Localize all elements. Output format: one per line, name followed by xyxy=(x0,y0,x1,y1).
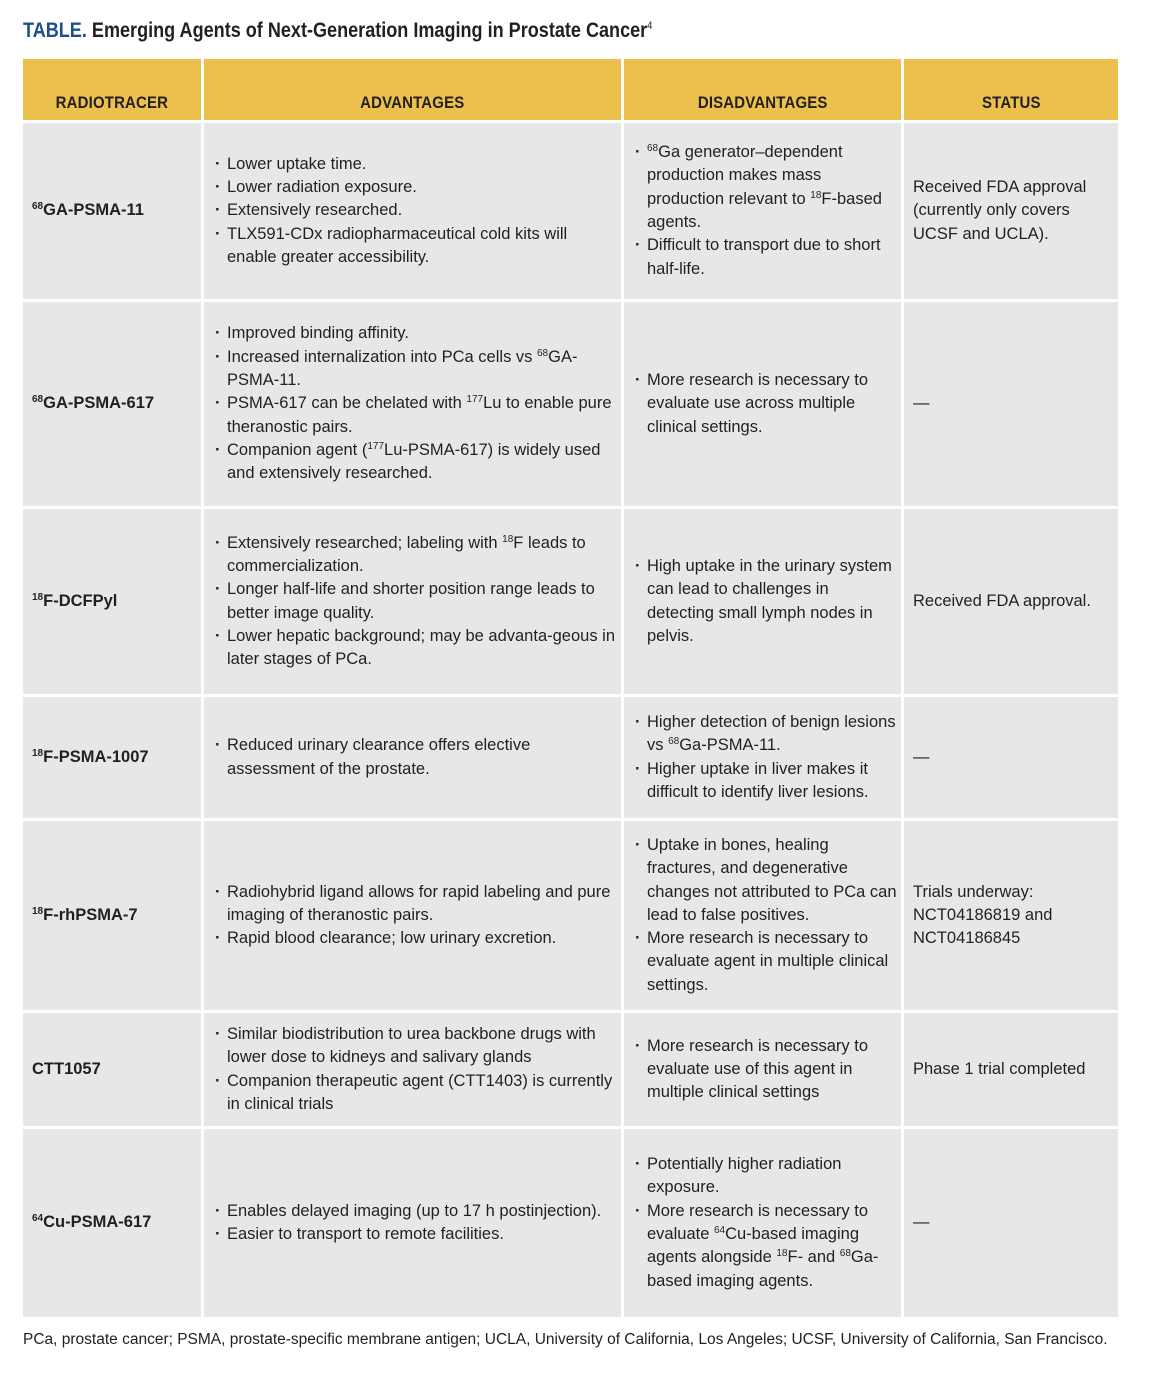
status-cell xyxy=(904,1129,1118,1317)
list-item xyxy=(215,532,617,579)
list-item xyxy=(215,199,617,222)
isotope-superscript: 68 xyxy=(32,201,44,213)
advantages-cell xyxy=(204,302,621,506)
table-title-text: Emerging Agents of Next-Generation Imaging in Prostate Cancer xyxy=(91,19,648,42)
radiotracer-name: CTT1057 xyxy=(32,1059,101,1078)
advantages-cell xyxy=(204,509,621,694)
list-item xyxy=(215,1223,617,1246)
disadvantages-list xyxy=(635,369,897,439)
isotope-superscript: 18 xyxy=(32,905,44,917)
bullet-text: Radiohybrid ligand allows for rapid labeling and pure imaging of theranostic pairs. xyxy=(227,882,611,924)
advantages-list xyxy=(215,322,617,485)
radiotracer-table xyxy=(20,56,1121,1320)
status-text: Trials underway: NCT04186819 and NCT04186845 xyxy=(913,882,1053,948)
status-cell xyxy=(904,697,1118,818)
table-title-label: TABLE. xyxy=(23,19,87,42)
disadvantages-cell xyxy=(624,1013,901,1126)
bullet-text: Ga-based imaging agents. xyxy=(647,1248,879,1290)
list-item xyxy=(635,927,897,997)
isotope-superscript: 18 xyxy=(32,591,44,603)
list-item xyxy=(215,881,617,928)
advantages-list xyxy=(215,1023,617,1116)
isotope-superscript: 64 xyxy=(32,1213,44,1225)
list-item xyxy=(635,369,897,439)
status-cell xyxy=(904,509,1118,694)
status-text: — xyxy=(913,394,930,413)
status-cell xyxy=(904,302,1118,506)
bullet-text: Potentially higher radiation exposure. xyxy=(647,1155,842,1197)
list-item xyxy=(215,322,617,345)
bullet-text: F leads to commercialization. xyxy=(227,533,586,575)
advantages-list xyxy=(215,532,617,672)
list-item xyxy=(215,578,617,625)
list-item xyxy=(215,346,617,393)
list-item xyxy=(215,734,617,781)
superscript: 18 xyxy=(502,533,514,545)
advantages-cell xyxy=(204,123,621,299)
bullet-text: Cu-based imaging agents alongside xyxy=(647,1225,860,1267)
list-item xyxy=(635,234,897,281)
bullet-text: Uptake in bones, healing fractures, and degenerative changes not attributed to PCa can lead to false positives. xyxy=(647,835,897,924)
list-item xyxy=(215,392,617,439)
bullet-text: TLX591-CDx radiopharmaceutical cold kits will enable greater accessibility. xyxy=(227,224,568,266)
bullet-text: Enables delayed imaging (up to 17 h postinjection). xyxy=(227,1201,602,1220)
superscript: 18 xyxy=(776,1248,788,1260)
header-advantages: ADVANTAGES xyxy=(204,59,621,120)
list-item xyxy=(215,223,617,270)
bullet-text: Lu to enable pure theranostic pairs. xyxy=(227,394,612,436)
bullet-text: Improved binding affinity. xyxy=(227,324,409,343)
bullet-text: More research is necessary to evaluate use of this agent in multiple clinical settings xyxy=(647,1036,869,1102)
list-item xyxy=(635,1200,897,1293)
advantages-list xyxy=(215,153,617,269)
advantages-cell xyxy=(204,697,621,818)
radiotracer-cell xyxy=(23,1129,201,1317)
status-text: Received FDA approval. xyxy=(913,591,1091,610)
advantages-list xyxy=(215,1200,617,1247)
table-title-reference: 4 xyxy=(647,20,653,32)
table-footnote: PCa, prostate cancer; PSMA, prostate-specific membrane antigen; UCLA, University of California, Los Angeles; UCSF, University of California, San Francisco. xyxy=(23,1331,1108,1348)
list-item xyxy=(635,141,897,234)
status-cell xyxy=(904,821,1118,1010)
disadvantages-cell xyxy=(624,302,901,506)
radiotracer-name: GA-PSMA-617 xyxy=(43,394,155,413)
disadvantages-list xyxy=(635,1035,897,1105)
bullet-text: High uptake in the urinary system can lead to challenges in detecting small lymph nodes in pelvis. xyxy=(647,556,892,645)
radiotracer-name: GA-PSMA-11 xyxy=(43,201,144,220)
bullet-text: Companion therapeutic agent (CTT1403) is currently in clinical trials xyxy=(227,1071,613,1113)
table-row xyxy=(23,302,1118,506)
list-item xyxy=(635,555,897,648)
bullet-text: Higher detection of benign lesions vs xyxy=(647,712,896,755)
bullet-text: Lower radiation exposure. xyxy=(227,178,417,197)
disadvantages-list xyxy=(635,1153,897,1293)
list-item xyxy=(635,758,897,805)
bullet-text: Ga generator–dependent production makes mass production relevant to xyxy=(647,143,843,208)
bullet-text: More research is necessary to evaluate xyxy=(647,1201,869,1243)
bullet-text: Similar biodistribution to urea backbone drugs with lower dose to kidneys and salivary glands xyxy=(227,1024,596,1067)
radiotracer-cell xyxy=(23,123,201,299)
superscript: 177 xyxy=(466,394,484,406)
bullet-text: F-based agents. xyxy=(647,189,882,231)
table-row xyxy=(23,123,1118,299)
header-disadvantages: DISADVANTAGES xyxy=(624,59,901,120)
status-cell xyxy=(904,123,1118,299)
list-item xyxy=(635,1153,897,1200)
disadvantages-list xyxy=(635,555,897,648)
superscript: 64 xyxy=(713,1225,726,1236)
bullet-text: Extensively researched; labeling with xyxy=(227,533,503,552)
list-item xyxy=(635,1035,897,1105)
advantages-cell xyxy=(204,1129,621,1317)
list-item xyxy=(215,176,617,199)
isotope-superscript: 68 xyxy=(32,394,44,406)
bullet-text: GA-PSMA-11. xyxy=(227,347,578,390)
radiotracer-cell xyxy=(23,697,201,818)
radiotracer-cell xyxy=(23,1013,201,1126)
status-text: — xyxy=(913,747,930,766)
radiotracer-name: F-rhPSMA-7 xyxy=(43,905,138,924)
superscript: 68 xyxy=(647,143,659,155)
disadvantages-cell xyxy=(624,123,901,299)
bullet-text: Lu-PSMA-617) is widely used and extensively researched. xyxy=(227,440,601,483)
bullet-text: More research is necessary to evaluate agent in multiple clinical settings. xyxy=(647,929,889,994)
radiotracer-cell xyxy=(23,302,201,506)
table-row xyxy=(23,509,1118,694)
bullet-text: Companion agent ( xyxy=(227,440,368,459)
bullet-text: Lower hepatic background; may be advanta-geous in later stages of PCa. xyxy=(227,626,615,669)
disadvantages-cell xyxy=(624,1129,901,1317)
disadvantages-list xyxy=(635,711,897,804)
status-cell xyxy=(904,1013,1118,1126)
bullet-text: F- and xyxy=(787,1248,840,1267)
list-item xyxy=(215,153,617,176)
status-text: Received FDA approval (currently only covers UCSF and UCLA). xyxy=(913,178,1087,243)
advantages-list xyxy=(215,881,617,951)
table-row xyxy=(23,1129,1118,1317)
bullet-text: Lower uptake time. xyxy=(227,154,367,173)
radiotracer-cell xyxy=(23,509,201,694)
radiotracer-name: Cu-PSMA-617 xyxy=(43,1213,152,1232)
disadvantages-cell xyxy=(624,697,901,818)
radiotracer-name: F-DCFPyl xyxy=(43,591,118,610)
disadvantages-cell xyxy=(624,509,901,694)
superscript: 68 xyxy=(668,736,680,748)
list-item xyxy=(215,1023,617,1070)
list-item xyxy=(635,834,897,927)
isotope-superscript: 18 xyxy=(32,747,44,759)
superscript: 177 xyxy=(367,440,385,452)
bullet-text: Rapid blood clearance; low urinary excretion. xyxy=(227,929,557,948)
header-status: STATUS xyxy=(904,59,1118,120)
bullet-text: More research is necessary to evaluate use across multiple clinical settings. xyxy=(647,371,869,436)
disadvantages-cell xyxy=(624,821,901,1010)
list-item xyxy=(635,711,897,758)
table-row xyxy=(23,697,1118,818)
bullet-text: Increased internalization into PCa cells vs xyxy=(227,347,537,366)
bullet-text: Easier to transport to remote facilities. xyxy=(227,1225,504,1243)
list-item xyxy=(215,1200,617,1223)
advantages-cell xyxy=(204,821,621,1010)
bullet-text: Ga-PSMA-11. xyxy=(679,736,781,755)
bullet-text: Higher uptake in liver makes it difficult to identify liver lesions. xyxy=(647,759,869,801)
status-text: Phase 1 trial completed xyxy=(913,1059,1086,1078)
header-radiotracer: RADIOTRACER xyxy=(23,59,201,120)
table-row xyxy=(23,821,1118,1010)
bullet-text: Reduced urinary clearance offers elective assessment of the prostate. xyxy=(227,736,531,778)
bullet-text: Longer half-life and shorter position range leads to better image quality. xyxy=(227,580,595,622)
disadvantages-list xyxy=(635,834,897,997)
radiotracer-cell xyxy=(23,821,201,1010)
table-header-row xyxy=(23,59,1118,120)
advantages-list xyxy=(215,734,617,781)
list-item xyxy=(215,439,617,486)
list-item xyxy=(215,1070,617,1117)
list-item xyxy=(215,625,617,672)
superscript: 68 xyxy=(537,347,549,359)
advantages-cell xyxy=(204,1013,621,1126)
radiotracer-name: F-PSMA-1007 xyxy=(43,747,149,766)
list-item xyxy=(215,927,617,950)
bullet-text: Difficult to transport due to short half-life. xyxy=(647,236,881,278)
bullet-text: PSMA-617 can be chelated with xyxy=(227,394,467,413)
disadvantages-list xyxy=(635,141,897,281)
status-text: — xyxy=(913,1213,930,1232)
bullet-text: Extensively researched. xyxy=(227,201,403,220)
table-row xyxy=(23,1013,1118,1126)
superscript: 68 xyxy=(839,1248,851,1260)
table-title xyxy=(23,12,652,45)
superscript: 18 xyxy=(810,189,822,201)
